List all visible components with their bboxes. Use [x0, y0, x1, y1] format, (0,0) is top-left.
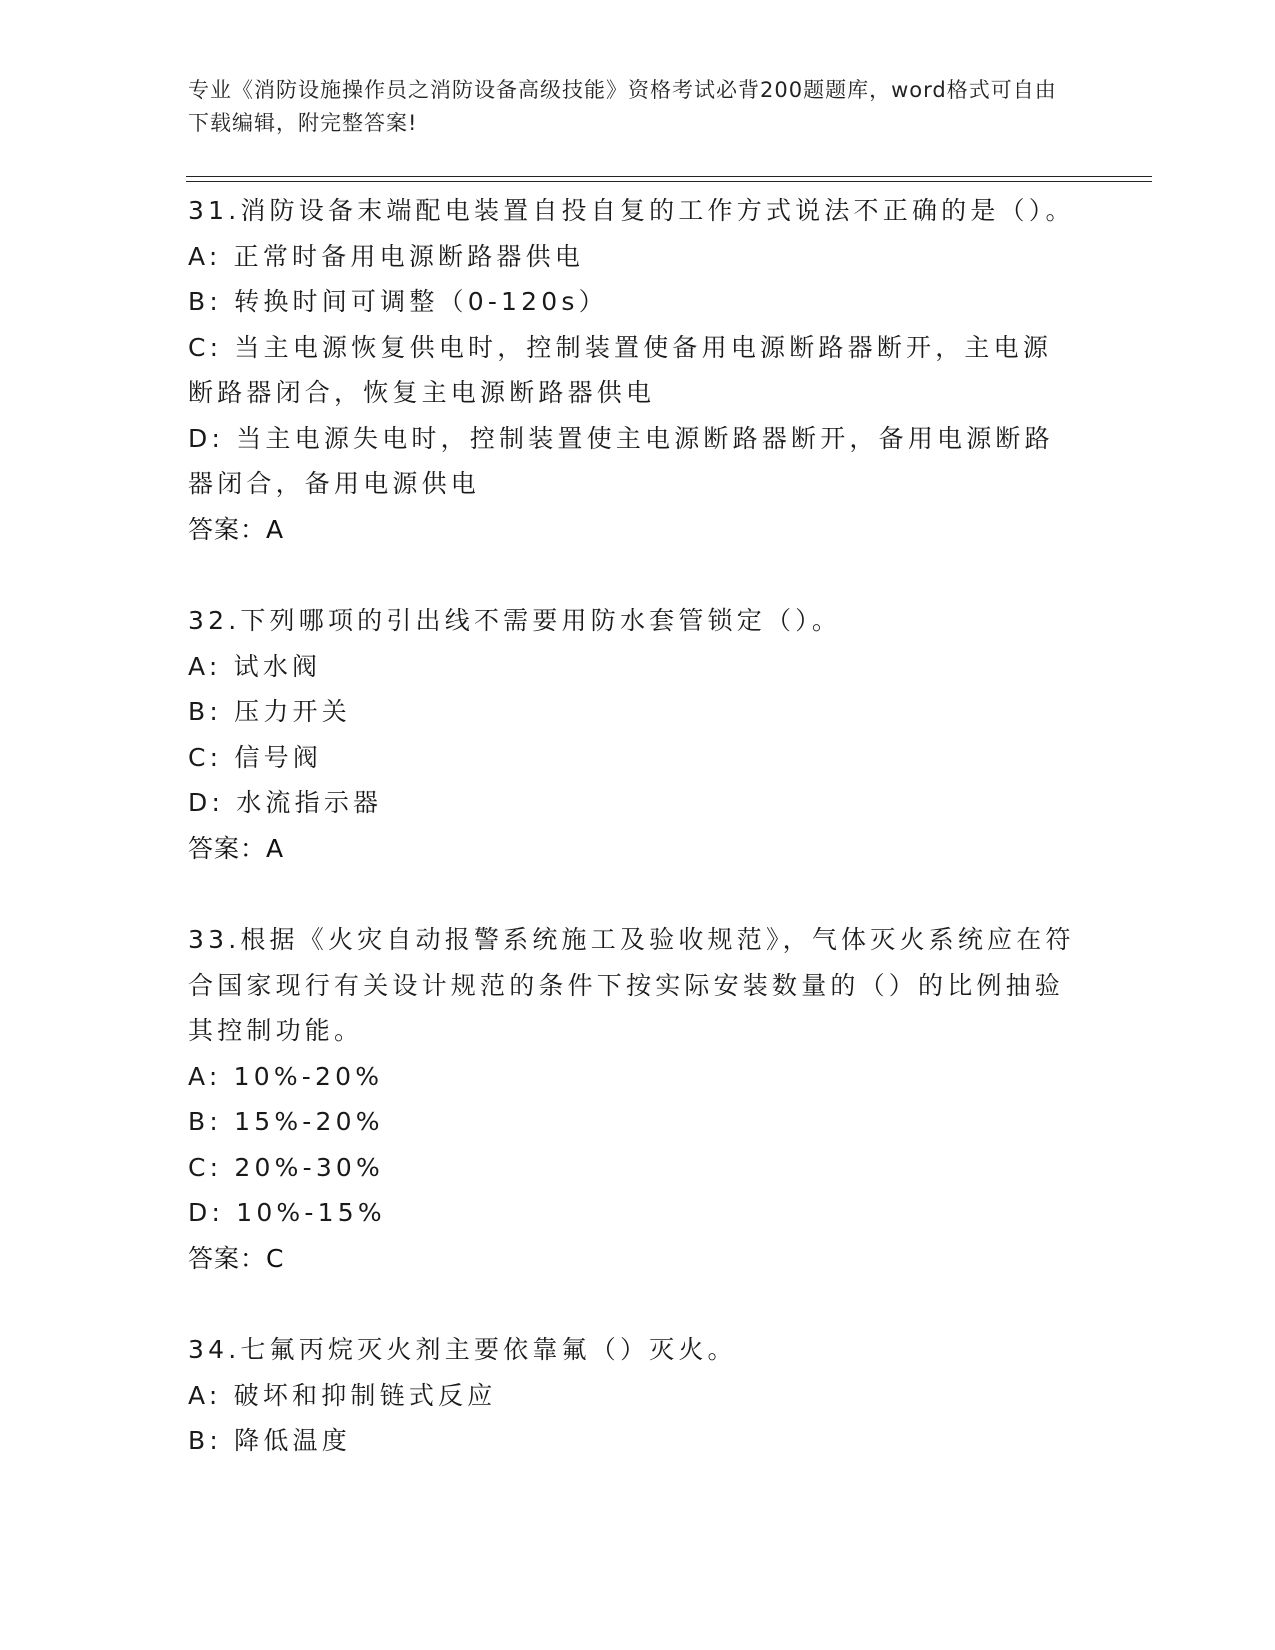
document-header: 专业《消防设施操作员之消防设备高级技能》资格考试必背200题题库，word格式可自由下载编辑，附完整答案!: [188, 78, 1057, 135]
question-stem: 31.消防设备末端配电装置自投自复的工作方式说法不正确的是（）。: [188, 196, 1075, 225]
option-a: A: 试水阀: [188, 651, 322, 681]
option-d: D: 当主电源失电时，控制装置使主电源断路器断开，备用电源断路器闭合，备用电源供电: [188, 423, 1054, 498]
question-32: [188, 598, 1078, 871]
option-b: B: 压力开关: [188, 697, 351, 726]
option-b: B: 降低温度: [188, 1426, 351, 1455]
option-c: C: 当主电源恢复供电时，控制装置使备用电源断路器断开，主电源断路器闭合，恢复主电源断路器供电: [188, 332, 1053, 407]
option-a: A: 破坏和抑制链式反应: [188, 1380, 497, 1410]
question-stem: 32.下列哪项的引出线不需要用防水套管锁定（）。: [188, 606, 842, 635]
option-a: A: 正常时备用电源断路器供电: [188, 241, 585, 271]
question-31: [188, 188, 1078, 552]
question-33: [188, 917, 1078, 1281]
option-d: D: 水流指示器: [188, 788, 383, 817]
header-rule-top: [186, 176, 1152, 177]
question-34: [188, 1327, 1078, 1464]
header-rule-bottom: [186, 181, 1152, 182]
option-b: B: 15%-20%: [188, 1107, 384, 1136]
question-list: [188, 188, 1078, 1510]
question-stem: 34.七氟丙烷灭火剂主要依靠氟（）灭火。: [188, 1335, 737, 1364]
option-d: D: 10%-15%: [188, 1198, 386, 1227]
option-c: C: 信号阀: [188, 742, 323, 772]
answer: 答案：C: [188, 1243, 285, 1273]
answer: 答案：A: [188, 514, 285, 544]
question-stem: 33.根据《火灾自动报警系统施工及验收规范》，气体灭火系统应在符合国家现行有关设计规范的条件下按实际安装数量的（）的比例抽验其控制功能。: [188, 925, 1075, 1045]
option-b: B: 转换时间可调整（0-120s）: [188, 287, 608, 316]
answer: 答案：A: [188, 833, 285, 863]
option-c: C: 20%-30%: [188, 1152, 384, 1182]
option-a: A: 10%-20%: [188, 1061, 384, 1091]
